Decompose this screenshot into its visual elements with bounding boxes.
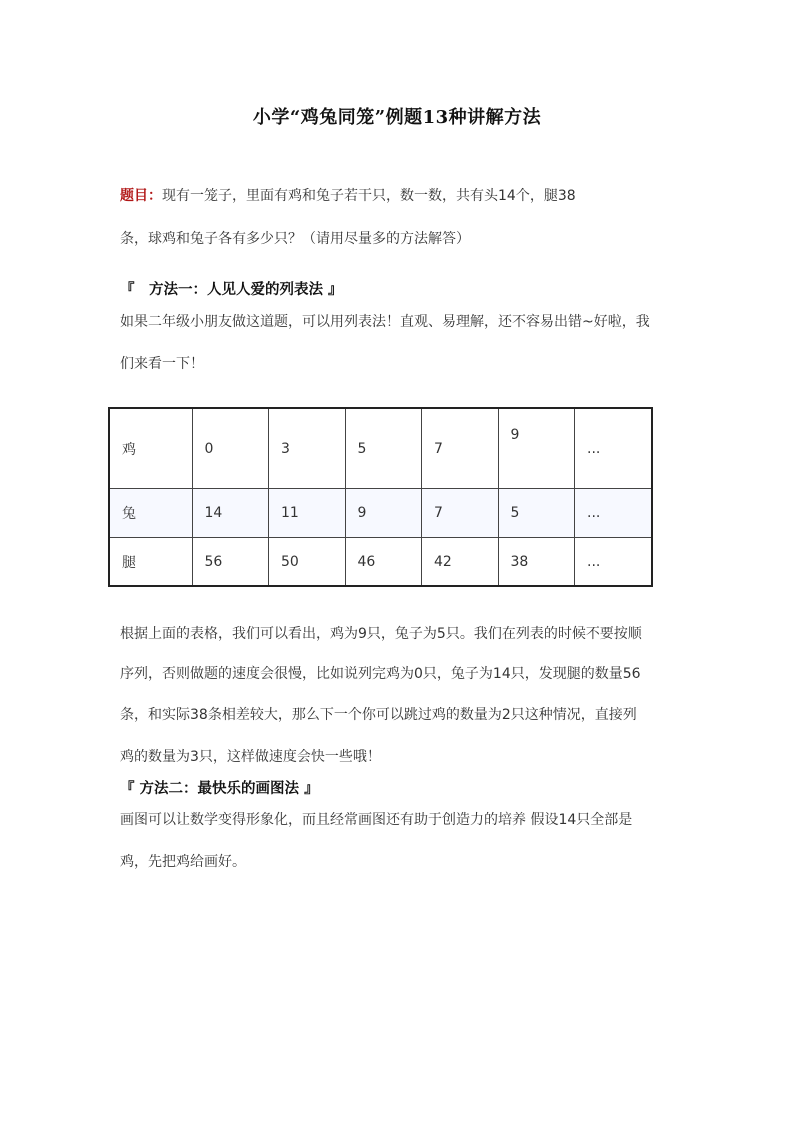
table-cell: 42	[422, 538, 499, 585]
table-cell: 56	[192, 538, 269, 585]
table-cell: 3	[269, 409, 346, 489]
table-cell: 38	[498, 538, 575, 585]
analysis-line-3: 条，和实际38条相差较大，那么下一个你可以跳过鸡的数量为2只这种情况，直接列	[120, 707, 637, 723]
method1-heading: 『 方法一：人见人爱的列表法 』	[120, 281, 343, 298]
table-cell: 5	[345, 409, 422, 489]
table-row-chicken	[110, 409, 651, 489]
row-label: 兔	[110, 489, 192, 538]
table-cell: 50	[269, 538, 346, 585]
row-label: 腿	[110, 538, 192, 585]
method2-line-1: 画图可以让数学变得形象化，而且经常画图还有助于创造力的培养 假设14只全部是	[120, 812, 633, 828]
table-cell: 46	[345, 538, 422, 585]
table-cell: 0	[192, 409, 269, 489]
enumeration-table	[108, 407, 653, 587]
enumeration-table-grid	[110, 409, 651, 585]
analysis-line-4: 鸡的数量为3只，这样做速度会快一些哦！	[120, 749, 381, 765]
table-cell: ...	[575, 538, 652, 585]
analysis-line-2: 序列，否则做题的速度会很慢，比如说列完鸡为0只，兔子为14只，发现腿的数量56	[120, 666, 641, 682]
table-cell: 11	[269, 489, 346, 538]
method1-intro-line-1: 如果二年级小朋友做这道题，可以用列表法！直观、易理解，还不容易出错~好啦，我	[120, 314, 650, 330]
table-cell: ...	[575, 409, 652, 489]
table-cell: 14	[192, 489, 269, 538]
analysis-line-1: 根据上面的表格，我们可以看出，鸡为9只，兔子为5只。我们在列表的时候不要按顺	[120, 626, 642, 642]
page-title: 小学“鸡兔同笼”例题13种讲解方法	[252, 107, 542, 128]
problem-label: 题目：	[120, 188, 162, 204]
table-cell: 7	[422, 409, 499, 489]
problem-line-1	[120, 185, 680, 205]
table-cell: 5	[498, 489, 575, 538]
problem-line-2: 条，球鸡和兔子各有多少只？（请用尽量多的方法解答）	[120, 231, 470, 247]
method1-intro-line-2: 们来看一下！	[120, 356, 204, 372]
table-row-rabbit	[110, 489, 651, 538]
row-label: 鸡	[110, 409, 192, 489]
method2-line-2: 鸡，先把鸡给画好。	[120, 854, 246, 870]
table-cell: 9	[498, 409, 575, 489]
table-cell: 9	[345, 489, 422, 538]
table-row-legs	[110, 538, 651, 585]
table-cell: 7	[422, 489, 499, 538]
problem-text-1: 现有一笼子，里面有鸡和兔子若干只，数一数，共有头14个，腿38	[162, 188, 576, 204]
method2-heading: 『 方法二：最快乐的画图法 』	[120, 780, 319, 797]
table-cell: ...	[575, 489, 652, 538]
